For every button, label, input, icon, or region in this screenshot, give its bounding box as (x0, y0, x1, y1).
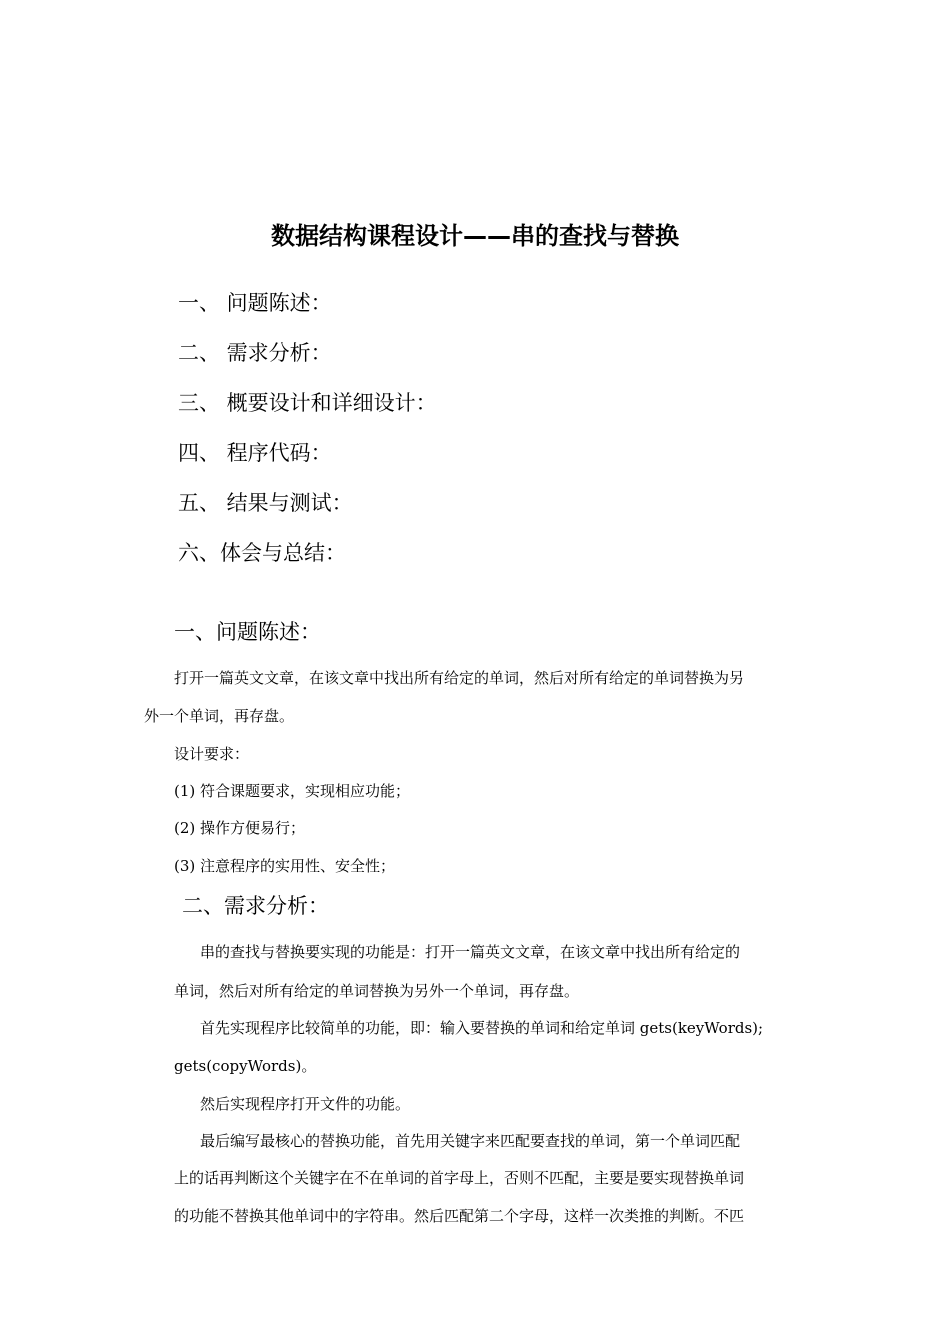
section1-paragraph-line: 打开一篇英文文章，在该文章中找出所有给定的单词，然后对所有给定的单词替换为另 (174, 669, 745, 687)
section2-paragraph-line: 然后实现程序打开文件的功能。 (200, 1095, 411, 1113)
toc-item: 三、 概要设计和详细设计： (178, 391, 437, 415)
requirement-item: (1) 符合课题要求，实现相应功能； (174, 782, 411, 800)
section2-paragraph-line: 首先实现程序比较简单的功能，即：输入要替换的单词和给定单词 gets(keyWords); (200, 1019, 764, 1037)
requirement-item: (2) 操作方便易行； (174, 819, 306, 837)
requirements-label: 设计要求： (174, 745, 250, 763)
section2-paragraph-line: 单词，然后对所有给定的单词替换为另外一个单词，再存盘。 (174, 982, 580, 1000)
section2-paragraph-line: 的功能不替换其他单词中的字符串。然后匹配第二个字母，这样一次类推的判断。不匹 (174, 1207, 745, 1225)
section2-paragraph-line: 上的话再判断这个关键字在不在单词的首字母上，否则不匹配，主要是要实现替换单词 (174, 1169, 745, 1187)
requirement-item: (3) 注意程序的实用性、安全性； (174, 857, 396, 875)
section2-paragraph-line: gets(copyWords)。 (174, 1057, 317, 1075)
section2-paragraph-line: 串的查找与替换要实现的功能是：打开一篇英文文章，在该文章中找出所有给定的 (200, 943, 741, 961)
section1-paragraph-line: 外一个单词，再存盘。 (144, 707, 295, 725)
table-of-contents (178, 278, 437, 578)
section2-heading: 二、需求分析： (182, 894, 329, 918)
section1-heading: 一、问题陈述： (174, 620, 321, 644)
toc-item: 六、体会与总结： (178, 541, 346, 565)
toc-item: 二、 需求分析： (178, 341, 332, 365)
toc-item: 四、 程序代码： (178, 441, 332, 465)
toc-item: 一、 问题陈述： (178, 291, 332, 315)
section2-paragraph-line: 最后编写最核心的替换功能，首先用关键字来匹配要查找的单词，第一个单词匹配 (200, 1132, 741, 1150)
document-title: 数据结构课程设计——串的查找与替换 (271, 222, 679, 250)
toc-item: 五、 结果与测试： (178, 491, 353, 515)
